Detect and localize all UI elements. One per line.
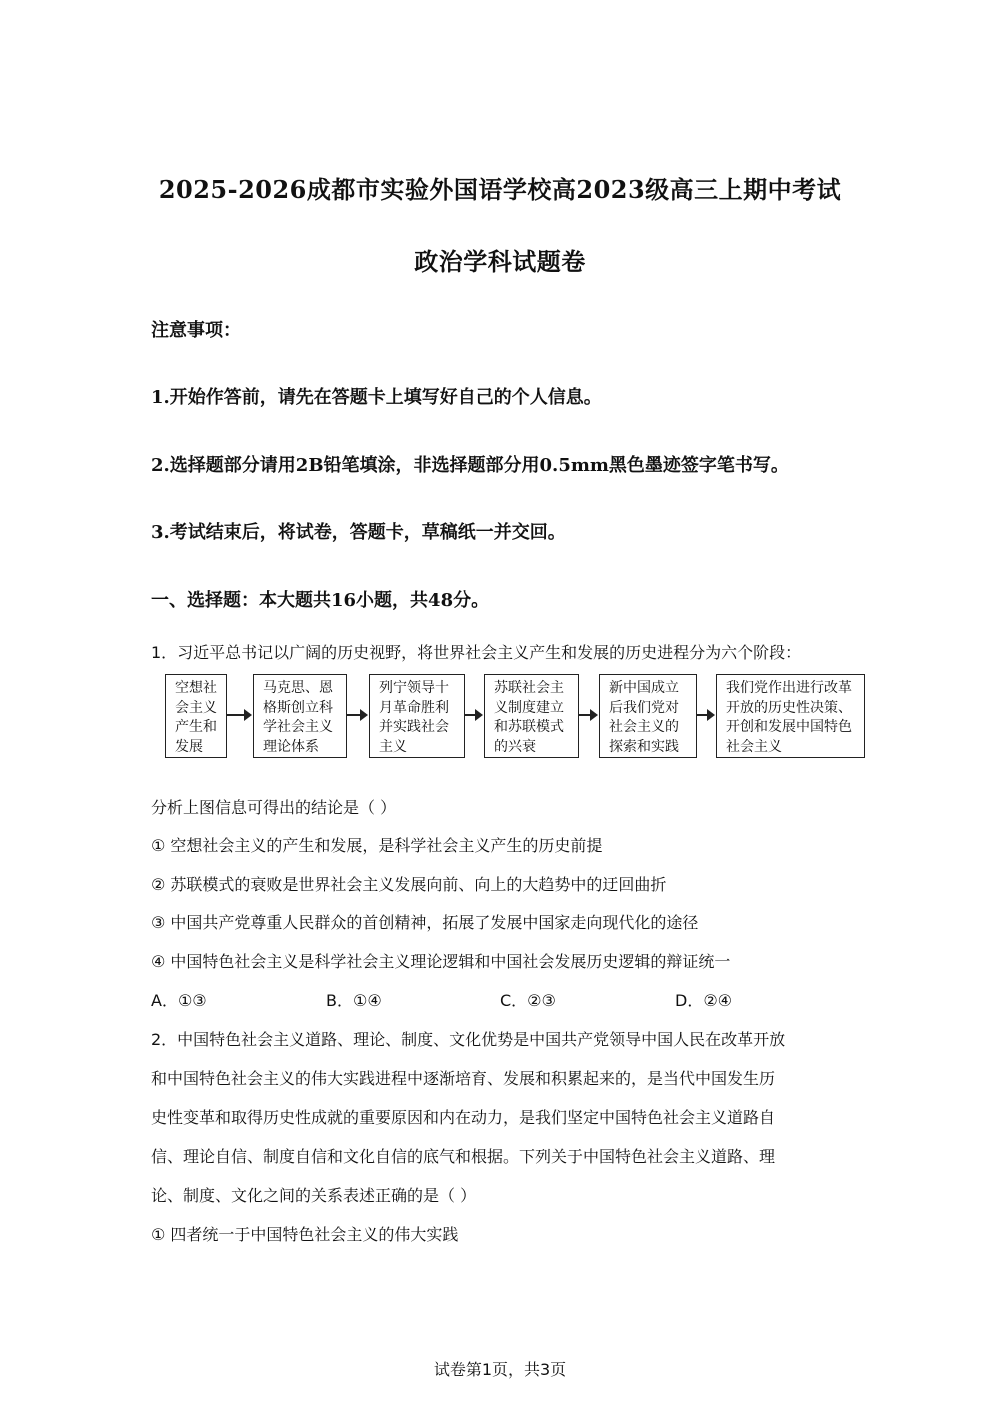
flow-arrow [347,714,366,716]
notice-heading: 注意事项： [151,320,241,341]
page-title: 2025-2026成都市实验外国语学校高2023级高三上期中考试 [158,175,842,204]
page-footer: 试卷第1页，共3页 [433,1360,567,1379]
question-2-text: 和中国特色社会主义的伟大实践进程中逐渐培育、发展和积累起来的，是当代中国发生历 [151,1069,776,1088]
flow-box-stage-5: 新中国成立后我们党对社会主义的探索和实践 [599,674,697,758]
flow-arrow [227,714,250,716]
flow-box-stage-1: 空想社会主义产生和发展 [165,674,227,758]
history-flow-diagram [165,674,865,760]
option-a: A．①③ [151,991,207,1010]
question-2-text: 论、制度、文化之间的关系表述正确的是（ ） [151,1186,477,1205]
notice-item: 2.选择题部分请用2B铅笔填涂，非选择题部分用0.5mm黑色墨迹签字笔书写。 [151,455,789,476]
question-2-statement-1: ① 四者统一于中国特色社会主义的伟大实践 [151,1225,459,1244]
page-subtitle: 政治学科试题卷 [414,247,586,276]
flow-box-stage-6: 我们党作出进行改革开放的历史性决策、开创和发展中国特色社会主义 [716,674,865,758]
question-2-text: 史性变革和取得历史性成就的重要原因和内在动力，是我们坚定中国特色社会主义道路自 [151,1108,776,1127]
statement-4: ④ 中国特色社会主义是科学社会主义理论逻辑和中国社会发展历史逻辑的辩证统一 [151,952,731,971]
notice-item: 3.考试结束后，将试卷，答题卡，草稿纸一并交回。 [151,522,566,543]
notice-item: 1.开始作答前，请先在答题卡上填写好自己的个人信息。 [151,387,602,408]
flow-box-stage-4: 苏联社会主义制度建立和苏联模式的兴衰 [484,674,579,758]
question-2-text: 2．中国特色社会主义道路、理论、制度、文化优势是中国共产党领导中国人民在改革开放 [151,1030,786,1049]
flow-box-stage-3: 列宁领导十月革命胜利并实践社会主义 [369,674,465,758]
question-1-stem: 1．习近平总书记以广阔的历史视野，将世界社会主义产生和发展的历史进程分为六个阶段： [151,643,802,662]
statement-2: ② 苏联模式的衰败是世界社会主义发展向前、向上的大趋势中的迂回曲折 [151,875,667,894]
option-b: B．①④ [326,991,382,1010]
question-2-text: 信、理论自信、制度自信和文化自信的底气和根据。下列关于中国特色社会主义道路、理 [151,1147,776,1166]
statement-1: ① 空想社会主义的产生和发展，是科学社会主义产生的历史前提 [151,836,603,855]
flow-arrow [465,714,481,716]
option-d: D．②④ [675,991,733,1010]
statement-3: ③ 中国共产党尊重人民群众的首创精神，拓展了发展中国家走向现代化的途径 [151,913,699,932]
question-1-prompt: 分析上图信息可得出的结论是（ ） [151,798,397,817]
flow-box-stage-2: 马克思、恩格斯创立科学社会主义理论体系 [253,674,347,758]
flow-arrow [697,714,713,716]
flow-arrow [579,714,596,716]
section-heading: 一、选择题：本大题共16小题，共48分。 [151,590,490,611]
option-c: C．②③ [500,991,556,1010]
